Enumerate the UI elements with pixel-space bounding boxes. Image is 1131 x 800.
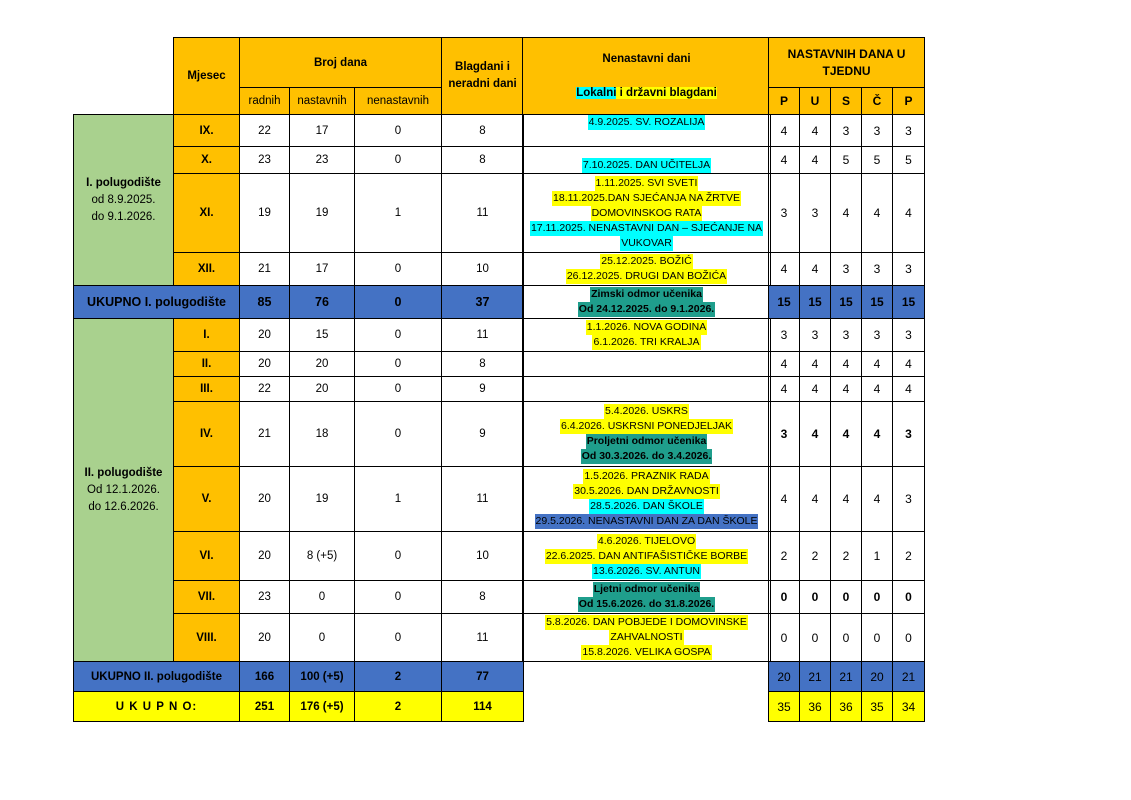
week-row (769, 402, 925, 467)
week-total-term2 (769, 662, 925, 692)
note-line: Od 15.6.2026. do 31.8.2026. (578, 598, 715, 610)
week-total-cell: 15 (893, 286, 925, 319)
note-jun (523, 532, 771, 581)
week-grand-cell: 34 (893, 692, 925, 722)
week-row (769, 352, 925, 377)
week-cell: 4 (831, 467, 862, 532)
week-cell: 0 (831, 614, 862, 662)
header-nenastavni-title: Nenastavni dani (602, 52, 691, 65)
radnih-cell: 21 (240, 402, 290, 467)
week-cell: 4 (769, 253, 800, 286)
nenastavnih-cell: 0 (355, 352, 442, 377)
week-cell: 1 (862, 532, 893, 581)
week-cell: 4 (769, 352, 800, 377)
total-nastavnih: 76 (290, 286, 355, 319)
nenastavnih-cell: 0 (355, 614, 442, 662)
note-line: 4.6.2026. TIJELOVO (597, 534, 696, 547)
nenastavnih-cell: 0 (355, 581, 442, 614)
week-row (769, 467, 925, 532)
week-total-cell: 15 (769, 286, 800, 319)
radnih-cell: 23 (240, 581, 290, 614)
week-cell: 4 (893, 174, 925, 253)
week-cell: 4 (862, 174, 893, 253)
note-line: 26.12.2025. DRUGI DAN BOŽIĆA (566, 270, 727, 282)
week-cell: 3 (800, 319, 831, 352)
nenastavnih-cell: 0 (355, 115, 442, 147)
note-line: 6.1.2026. TRI KRALJA (593, 336, 700, 348)
note-oct (523, 147, 771, 174)
week-cell: 4 (769, 377, 800, 402)
week-grand-cell: 36 (800, 692, 831, 722)
week-cell: 0 (862, 614, 893, 662)
header-blagdani: Blagdani i neradni dani (442, 38, 524, 115)
note-line: 5.8.2026. DAN POBJEDE I DOMOVINSKE (546, 616, 747, 628)
week-cell: 4 (831, 352, 862, 377)
note-line: 15.8.2026. VELIKA GOSPA (582, 646, 711, 658)
nenastavnih-cell: 0 (355, 377, 442, 402)
week-cell: 4 (831, 377, 862, 402)
week-cell: 2 (800, 532, 831, 581)
month-cell: I. (174, 319, 240, 352)
week-row (769, 319, 925, 352)
note-line: 1.5.2026. PRAZNIK RADA (584, 470, 709, 482)
week-grand-cell: 36 (831, 692, 862, 722)
week-row (769, 253, 925, 286)
day-header: Č (862, 88, 893, 115)
nenastavnih-cell: 1 (355, 174, 442, 253)
day-header: S (831, 88, 862, 115)
week-cell: 4 (769, 115, 800, 147)
nenastavnih-cell: 0 (355, 402, 442, 467)
week-cell: 4 (800, 377, 831, 402)
note-line: 4.9.2025. SV. ROZALIJA (588, 116, 705, 128)
month-cell: XII. (174, 253, 240, 286)
week-cell: 4 (800, 402, 831, 467)
week-table (768, 37, 925, 722)
term2-to: do 12.6.2026. (88, 500, 159, 513)
term2-title: II. polugodište (84, 466, 163, 479)
week-cell: 0 (769, 614, 800, 662)
week-cell: 4 (800, 253, 831, 286)
week-grand-cell: 35 (862, 692, 893, 722)
note-line: 18.11.2025.DAN SJEĆANJA NA ŽRTVE (553, 191, 740, 204)
nastavnih-cell: 19 (290, 467, 355, 532)
month-cell: X. (174, 147, 240, 174)
week-cell: 4 (893, 377, 925, 402)
nastavnih-cell: 20 (290, 352, 355, 377)
nastavnih-cell: 0 (290, 614, 355, 662)
week-cell: 0 (893, 581, 925, 614)
note-line: 29.5.2026. NENASTAVNI DAN ZA DAN ŠKOLE (535, 515, 758, 527)
week-cell: 3 (831, 253, 862, 286)
note-line: 22.6.2025. DAN ANTIFAŠISTIČKE BORBE (545, 549, 748, 562)
note-aug (523, 614, 771, 662)
week-cell: 3 (893, 115, 925, 147)
week-total-cell: 21 (893, 662, 925, 692)
note-line: DOMOVINSKOG RATA (591, 206, 702, 219)
term1-from: od 8.9.2025. (91, 193, 156, 206)
header-tjedni: NASTAVNIH DANA U TJEDNU (769, 38, 925, 88)
week-cell: 4 (769, 467, 800, 532)
blagdani-cell: 8 (442, 115, 524, 147)
note-line: 6.4.2026. USKRSNI PONEDJELJAK (561, 420, 732, 432)
month-cell: VI. (174, 532, 240, 581)
radnih-cell: 22 (240, 377, 290, 402)
week-total-cell: 20 (862, 662, 893, 692)
week-total-cell: 15 (800, 286, 831, 319)
note-mar (523, 377, 771, 402)
nastavnih-cell: 20 (290, 377, 355, 402)
week-row (769, 115, 925, 147)
week-cell: 3 (800, 174, 831, 253)
nastavnih-cell: 8 (+5) (290, 532, 355, 581)
term2-label (74, 319, 174, 662)
month-cell: XI. (174, 174, 240, 253)
note-line: 13.6.2026. SV. ANTUN (592, 564, 700, 577)
week-total-cell: 15 (831, 286, 862, 319)
week-grand-total (769, 692, 925, 722)
nastavnih-cell: 23 (290, 147, 355, 174)
week-cell: 3 (862, 253, 893, 286)
header-nenastavni-dani (523, 38, 771, 115)
week-total-cell: 21 (831, 662, 862, 692)
week-cell: 4 (800, 467, 831, 532)
note-line: 30.5.2026. DAN DRŽAVNOSTI (574, 485, 719, 497)
note-line: 7.10.2025. DAN UČITELJA (582, 159, 711, 171)
radnih-cell: 20 (240, 467, 290, 532)
total-nenastavnih: 0 (355, 286, 442, 319)
week-cell: 4 (862, 377, 893, 402)
header-drzavni: i državni blagdani (616, 86, 717, 99)
note-jul (523, 581, 771, 614)
total-radnih: 166 (240, 662, 290, 692)
week-cell: 5 (862, 147, 893, 174)
main-table (73, 37, 524, 722)
radnih-cell: 19 (240, 174, 290, 253)
month-cell: IX. (174, 115, 240, 147)
week-cell: 2 (769, 532, 800, 581)
month-cell: V. (174, 467, 240, 532)
grand-total-nenastavnih: 2 (355, 692, 442, 722)
week-cell: 2 (831, 532, 862, 581)
day-header: P (769, 88, 800, 115)
total-term1-label: UKUPNO I. polugodište (74, 286, 240, 319)
total-term2-label: UKUPNO II. polugodište (74, 662, 240, 692)
nastavnih-cell: 17 (290, 253, 355, 286)
blagdani-cell: 9 (442, 377, 524, 402)
week-cell: 4 (800, 352, 831, 377)
note-apr (523, 402, 771, 467)
note-jan (523, 319, 771, 352)
blagdani-cell: 8 (442, 147, 524, 174)
note-line: ZAHVALNOSTI (610, 631, 683, 643)
radnih-cell: 20 (240, 319, 290, 352)
blagdani-cell: 9 (442, 402, 524, 467)
note-may (523, 467, 771, 532)
nastavnih-cell: 15 (290, 319, 355, 352)
note-line: 17.11.2025. NENASTAVNI DAN – SJEĆANJE NA (530, 221, 763, 234)
term1-title: I. polugodište (86, 176, 161, 189)
nastavnih-cell: 19 (290, 174, 355, 253)
blagdani-cell: 11 (442, 614, 524, 662)
radnih-cell: 20 (240, 614, 290, 662)
total-radnih: 85 (240, 286, 290, 319)
blagdani-cell: 8 (442, 352, 524, 377)
notes-table (522, 37, 771, 722)
total-nastavnih: 100 (+5) (290, 662, 355, 692)
note-empty (523, 662, 771, 692)
note-line: 1.11.2025. SVI SVETI (595, 176, 698, 189)
note-line: Od 30.3.2026. do 3.4.2026. (581, 450, 712, 462)
note-line: 25.12.2025. BOŽIĆ (601, 255, 692, 267)
note-line: VUKOVAR (621, 236, 672, 249)
week-cell: 3 (831, 115, 862, 147)
week-cell: 3 (769, 174, 800, 253)
week-total-cell: 15 (862, 286, 893, 319)
week-row (769, 581, 925, 614)
total-nenastavnih: 2 (355, 662, 442, 692)
note-line: 1.1.2026. NOVA GODINA (586, 321, 707, 333)
blagdani-cell: 8 (442, 581, 524, 614)
nenastavnih-cell: 0 (355, 253, 442, 286)
month-cell: III. (174, 377, 240, 402)
nastavnih-cell: 18 (290, 402, 355, 467)
month-cell: II. (174, 352, 240, 377)
radnih-cell: 22 (240, 115, 290, 147)
grand-total-blagdani: 114 (442, 692, 524, 722)
week-cell: 2 (893, 532, 925, 581)
week-cell: 3 (893, 253, 925, 286)
week-cell: 3 (831, 319, 862, 352)
week-cell: 0 (769, 581, 800, 614)
week-cell: 0 (800, 581, 831, 614)
nastavnih-cell: 0 (290, 581, 355, 614)
note-line: Proljetni odmor učenika (586, 435, 707, 447)
header-lokalni: Lokalni (576, 86, 617, 99)
week-row (769, 174, 925, 253)
week-cell: 3 (862, 115, 893, 147)
week-row (769, 377, 925, 402)
day-header: U (800, 88, 831, 115)
week-cell: 4 (862, 467, 893, 532)
week-cell: 0 (862, 581, 893, 614)
week-row (769, 614, 925, 662)
week-row (769, 147, 925, 174)
note-feb (523, 352, 771, 377)
week-cell: 4 (800, 147, 831, 174)
nastavnih-cell: 17 (290, 115, 355, 147)
grand-total-radnih: 251 (240, 692, 290, 722)
week-cell: 5 (831, 147, 862, 174)
week-cell: 3 (769, 319, 800, 352)
note-line: Ljetni odmor učenika (593, 583, 700, 595)
week-row (769, 532, 925, 581)
header-broj-dana: Broj dana (240, 38, 442, 88)
week-cell: 4 (862, 402, 893, 467)
week-cell: 4 (831, 174, 862, 253)
radnih-cell: 20 (240, 352, 290, 377)
header-nastavnih: nastavnih (290, 88, 355, 115)
header-mjesec: Mjesec (174, 38, 240, 115)
week-cell: 4 (893, 352, 925, 377)
week-cell: 4 (800, 115, 831, 147)
note-dec (523, 253, 771, 286)
term1-label (74, 115, 174, 286)
total-blagdani: 37 (442, 286, 524, 319)
month-cell: VII. (174, 581, 240, 614)
week-cell: 4 (862, 352, 893, 377)
week-cell: 0 (893, 614, 925, 662)
month-cell: IV. (174, 402, 240, 467)
note-winter (523, 286, 771, 319)
week-cell: 4 (831, 402, 862, 467)
week-cell: 0 (800, 614, 831, 662)
week-cell: 4 (769, 147, 800, 174)
note-line: Od 24.12.2025. do 9.1.2026. (578, 303, 715, 315)
nenastavnih-cell: 0 (355, 532, 442, 581)
week-cell: 3 (862, 319, 893, 352)
nenastavnih-cell: 0 (355, 147, 442, 174)
week-cell: 3 (893, 467, 925, 532)
header-radnih: radnih (240, 88, 290, 115)
week-cell: 0 (831, 581, 862, 614)
blagdani-cell: 11 (442, 174, 524, 253)
nenastavnih-cell: 0 (355, 319, 442, 352)
week-cell: 3 (893, 402, 925, 467)
note-empty (523, 692, 771, 722)
term1-to: do 9.1.2026. (91, 210, 156, 223)
blagdani-cell: 10 (442, 253, 524, 286)
week-grand-cell: 35 (769, 692, 800, 722)
note-line: 28.5.2026. DAN ŠKOLE (590, 500, 703, 512)
header-nenastavnih: nenastavnih (355, 88, 442, 115)
radnih-cell: 21 (240, 253, 290, 286)
month-cell: VIII. (174, 614, 240, 662)
total-blagdani: 77 (442, 662, 524, 692)
note-line: 5.4.2026. USKRS (605, 405, 688, 417)
week-total-term1 (769, 286, 925, 319)
week-cell: 3 (893, 319, 925, 352)
term2-from: Od 12.1.2026. (87, 483, 160, 496)
day-header: P (893, 88, 925, 115)
week-cell: 5 (893, 147, 925, 174)
radnih-cell: 20 (240, 532, 290, 581)
nenastavnih-cell: 1 (355, 467, 442, 532)
note-nov (523, 174, 771, 253)
week-cell: 3 (769, 402, 800, 467)
note-sep (523, 115, 771, 147)
blagdani-cell: 10 (442, 532, 524, 581)
grand-total-nastavnih: 176 (+5) (290, 692, 355, 722)
radnih-cell: 23 (240, 147, 290, 174)
note-line: Zimski odmor učenika (591, 288, 702, 300)
week-total-cell: 21 (800, 662, 831, 692)
grand-total-label: U K U P N O: (74, 692, 240, 722)
week-total-cell: 20 (769, 662, 800, 692)
blagdani-cell: 11 (442, 467, 524, 532)
blagdani-cell: 11 (442, 319, 524, 352)
